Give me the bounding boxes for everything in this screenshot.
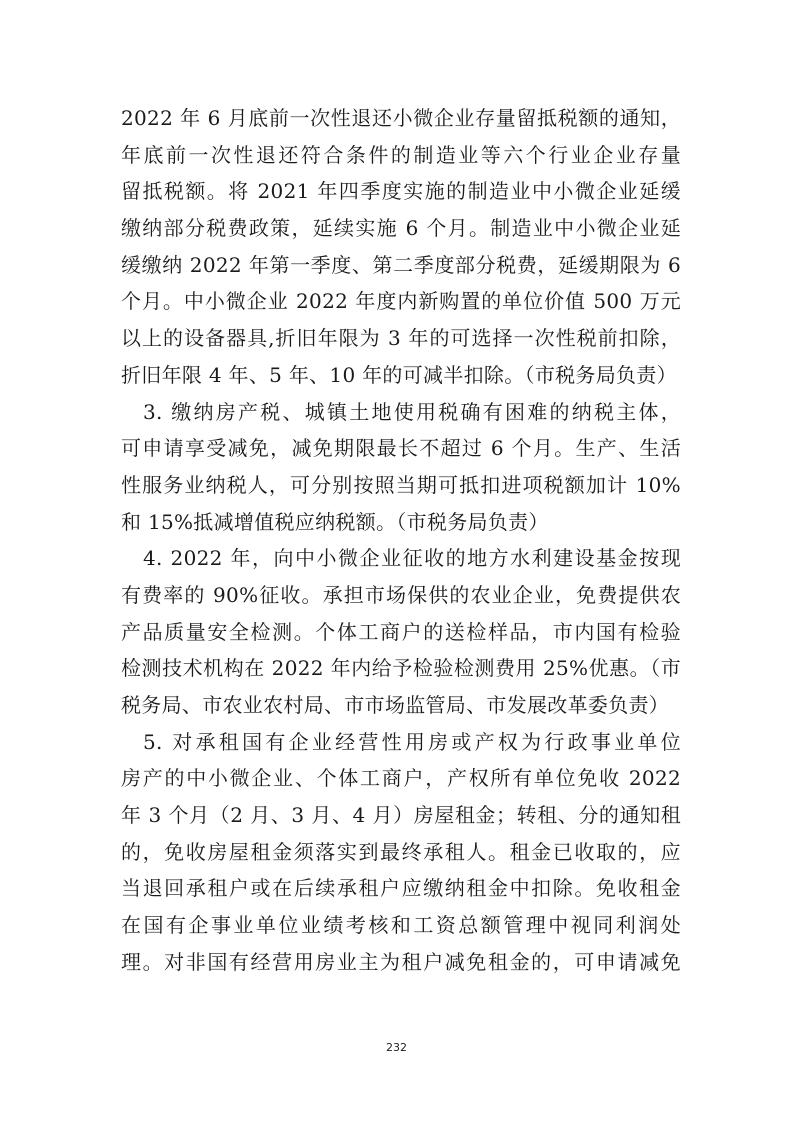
text-line: 可申请享受减免，减免期限最长不超过 6 个月。生产、生活 xyxy=(121,436,681,461)
text-line: 2022 年 6 月底前一次性退还小微企业存量留抵税额的通知， xyxy=(121,106,681,130)
text-line: 留抵税额。将 2021 年四季度实施的制造业中小微企业延缓 xyxy=(121,179,681,204)
paragraph-5-start: 5. 对承租国有企业经营性用房或产权为行政事业单位 xyxy=(143,729,681,754)
document-body xyxy=(121,100,681,981)
paragraph-3-start: 3. 缴纳房产税、城镇土地使用税确有困难的纳税主体， xyxy=(143,399,681,424)
text-line: 当退回承租户或在后续承租户应缴纳租金中扣除。免收租金 xyxy=(121,876,681,901)
text-line: 有费率的 90%征收。承担市场保供的农业企业，免费提供农 xyxy=(121,582,681,607)
text-line: 房产的中小微企业、个体工商户，产权所有单位免收 2022 xyxy=(121,766,681,791)
text-line: 折旧年限 4 年、5 年、10 年的可减半扣除。（市税务局负责） xyxy=(121,362,677,387)
page-number: 232 xyxy=(386,1041,407,1054)
text-line: 和 15%抵减增值税应纳税额。（市税务局负责） xyxy=(121,509,549,534)
text-line: 检测技术机构在 2022 年内给予检验检测费用 25%优惠。（市 xyxy=(121,656,681,681)
text-line: 税务局、市农业农村局、市市场监管局、市发展改革委负责） xyxy=(121,693,670,717)
text-line: 的，免收房屋租金须落实到最终承租人。租金已收取的，应 xyxy=(121,839,681,864)
text-line: 年 3 个月（2 月、3 月、4 月）房屋租金；转租、分的通知租 xyxy=(121,803,681,828)
text-line: 在国有企事业单位业绩考核和工资总额管理中视同利润处 xyxy=(121,913,681,938)
paragraph-4-start: 4. 2022 年，向中小微企业征收的地方水利建设基金按现 xyxy=(143,546,681,571)
text-line: 年底前一次性退还符合条件的制造业等六个行业企业存量 xyxy=(121,142,681,167)
text-line: 以上的设备器具,折旧年限为 3 年的可选择一次性税前扣除， xyxy=(121,326,681,351)
text-line: 个月。中小微企业 2022 年度内新购置的单位价值 500 万元 xyxy=(121,289,681,314)
text-line: 理。对非国有经营用房业主为租户减免租金的，可申请减免 xyxy=(121,949,681,974)
text-line: 产品质量安全检测。个体工商户的送检样品，市内国有检验 xyxy=(121,619,681,644)
text-line: 缓缴纳 2022 年第一季度、第二季度部分税费，延缓期限为 6 xyxy=(121,252,681,277)
text-line: 性服务业纳税人，可分别按照当期可抵扣进项税额加计 10% xyxy=(121,472,681,497)
text-line: 缴纳部分税费政策，延续实施 6 个月。制造业中小微企业延 xyxy=(121,216,681,241)
